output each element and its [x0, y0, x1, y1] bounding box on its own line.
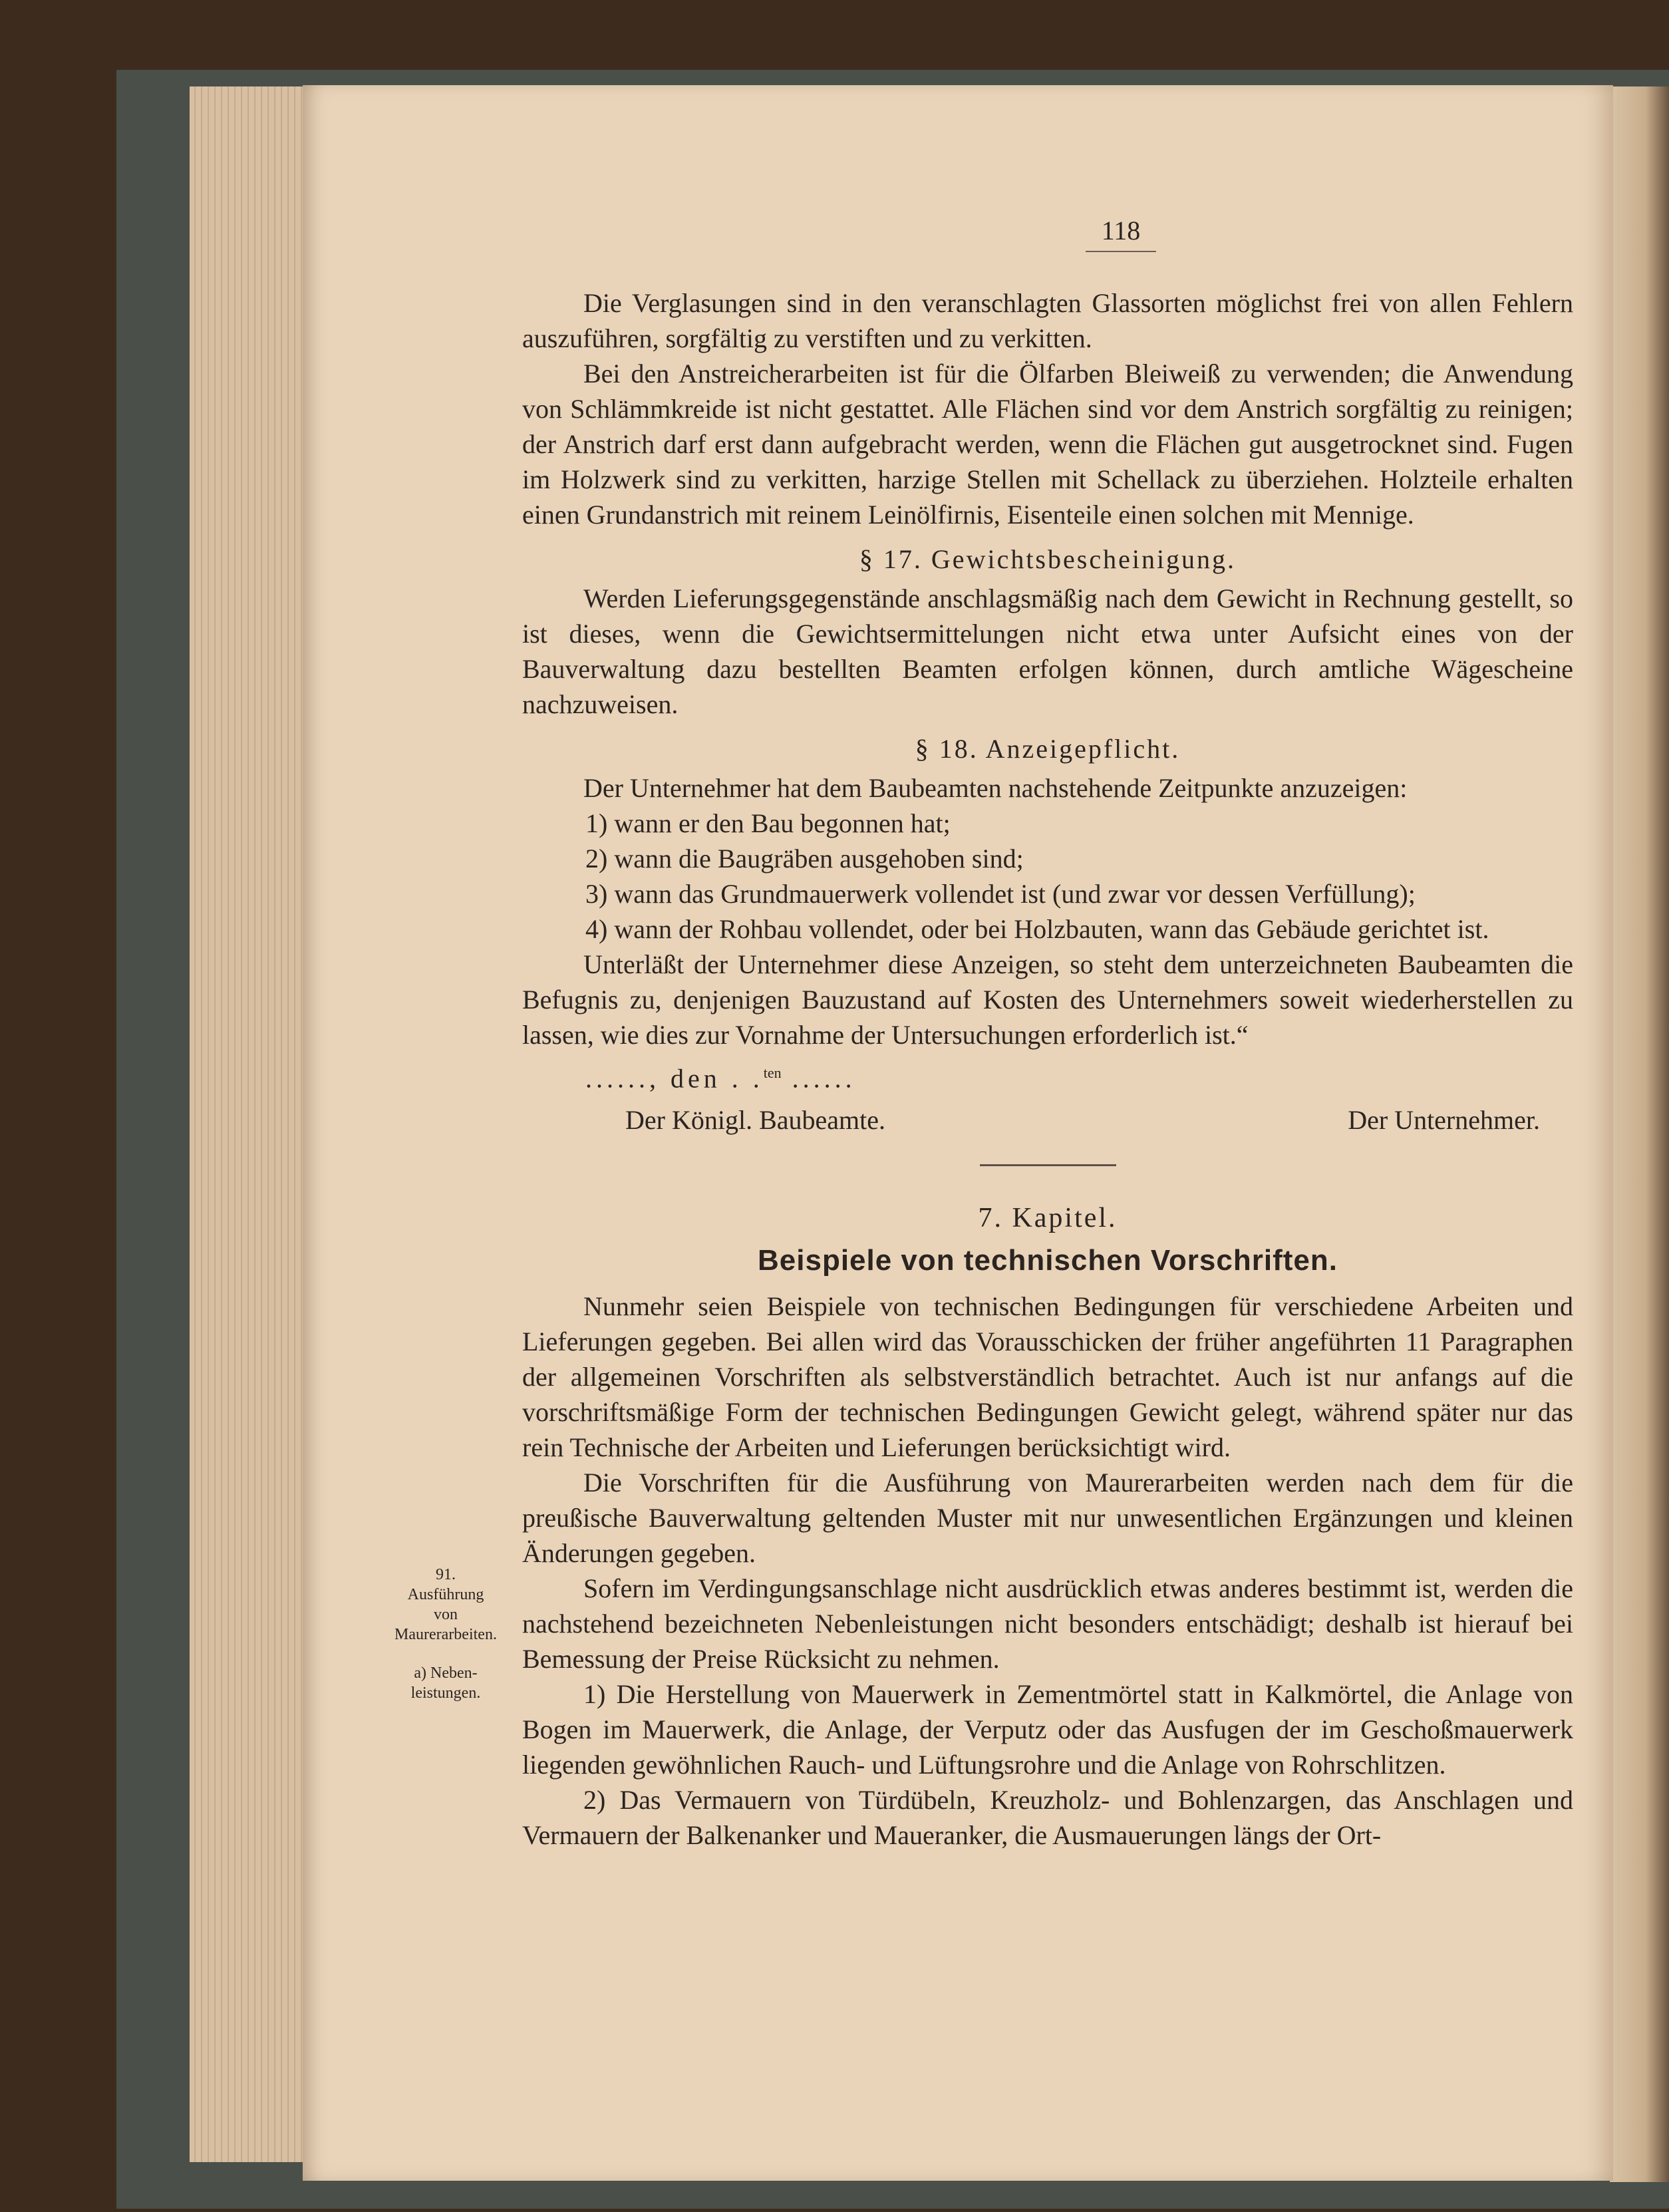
paragraph-weight-certificate: Werden Lieferungsgegenstände anschlagsmäßig nach dem Gewicht in Rechnung gestellt, so ist dieses, wenn die Gewichtsermittelungen nicht etwa unter Aufsicht eines von der Bauverwaltung dazu bestellten Beamten erfolgen können, durch amtliche Wägescheine nachzuweisen.	[522, 583, 1573, 719]
margin-note-nebenleistungen: a) Neben- leistungen.	[410, 1664, 481, 1702]
next-page-edge	[1610, 86, 1669, 2182]
date-line: ......, den . .$^{ten}$ ......	[585, 1063, 856, 1094]
paragraph-item-1: 1) Die Herstellung von Mauerwerk in Zementmörtel statt in Kalkmörtel, die Anlage von Bogen im Mauerwerk, die Anlage, der Verputz oder das Ausfugen der im Geschoßmauerwerk liegenden gewöhnlichen Rauch- und Lüftungsrohre und die Anlage von Rohrschlitzen.	[522, 1679, 1573, 1780]
paragraph-glazing: Die Verglasungen sind in den veranschlagten Glassorten möglichst frei von allen Fehlern auszuführen, sorgfältig zu verstiften und zu verkitten.	[522, 288, 1573, 353]
section-heading-17: § 17. Gewichtsbescheinigung.	[859, 544, 1237, 574]
chapter-title: Beispiele von technischen Vorschriften.	[758, 1244, 1338, 1277]
section-heading-18: § 18. Anzeigepflicht.	[915, 734, 1181, 764]
list-item: 3) wann das Grundmauerwerk vollendet ist (und zwar vor dessen Verfüllung);	[585, 879, 1416, 909]
page-edges	[190, 86, 306, 2162]
list-item: 1) wann er den Bau begonnen hat;	[585, 808, 951, 838]
page-number: 118	[669, 213, 1573, 252]
paragraph-item-2: 2) Das Vermauern von Türdübeln, Kreuzholz- und Bohlenzargen, das Anschlagen und Vermauern der Balkenanker und Maueranker, die Ausmauerungen längs der Ort-	[522, 1785, 1573, 1851]
paragraph-notification: Der Unternehmer hat dem Baubeamten nachstehende Zeitpunkte anzuzeigen:	[583, 773, 1408, 803]
paragraph-painting: Bei den Anstreicherarbeiten ist für die Ölfarben Bleiweiß zu verwenden; die Anwendung von Schlämmkreide ist nicht gestattet. Alle Flächen sind vor dem Anstrich sorgfältig zu reinigen; der Anstrich darf erst dann aufgebracht werden, wenn die Flächen gut ausgetrocknet sind. Fugen im Holzwerk sind zu verkitten, harzige Stellen mit Schellack zu überziehen. Holzteile erhalten einen Grundanstrich mit reinem Leinölfirnis, Eisenteile einen solchen mit Mennige.	[522, 359, 1573, 530]
signature-left: Der Königl. Baubeamte.	[625, 1105, 885, 1136]
divider	[980, 1164, 1116, 1166]
list-item: 4) wann der Rohbau vollendet, oder bei Holzbauten, wann das Gebäude gerichtet ist.	[585, 914, 1489, 944]
paragraph-omission: Unterläßt der Unternehmer diese Anzeigen, so steht dem unterzeichneten Baubeamten die Befugnis zu, denjenigen Bauzustand auf Kosten des Unternehmers soweit wiederherstellen zu lassen, wie dies zur Vornahme der Untersuchungen erforderlich ist.“	[522, 949, 1573, 1050]
margin-note-91: 91. Ausführung von Maurerarbeiten.	[394, 1566, 497, 1643]
signatures	[522, 1102, 1573, 1138]
paragraph-side-services: Sofern im Verdingungsanschlage nicht ausdrücklich etwas anderes bestimmt ist, werden die nachstehend bezeichneten Nebenleistungen nicht besonders entschädigt; deshalb ist hierauf bei Bemessung der Preise Rücksicht zu nehmen.	[522, 1573, 1573, 1674]
chapter-heading: 7. Kapitel.	[978, 1203, 1118, 1234]
list-item: 2) wann die Baugräben ausgehoben sind;	[585, 844, 1024, 873]
paragraph-masonry: Die Vorschriften für die Ausführung von Maurerarbeiten werden nach dem für die preußische Bauverwaltung geltenden Muster mit nur unwesentlichen Ergänzungen und kleinen Änderungen gegeben.	[522, 1468, 1573, 1569]
paragraph-intro: Nunmehr seien Beispiele von technischen Bedingungen für verschiedene Arbeiten und Lieferungen gegeben. Bei allen wird das Vorausschicken der früher angeführten 11 Paragraphen der allgemeinen Vorschriften als selbstverständlich betrachtet. Auch ist nur anfangs auf die vorschriftsmäßige Form der technischen Bedingungen Gewicht gelegt, während später nur das rein Technische der Arbeiten und Lieferungen berücksichtigt wird.	[522, 1291, 1573, 1463]
page-content	[522, 213, 1573, 1853]
signature-right: Der Unternehmer.	[1348, 1105, 1540, 1136]
